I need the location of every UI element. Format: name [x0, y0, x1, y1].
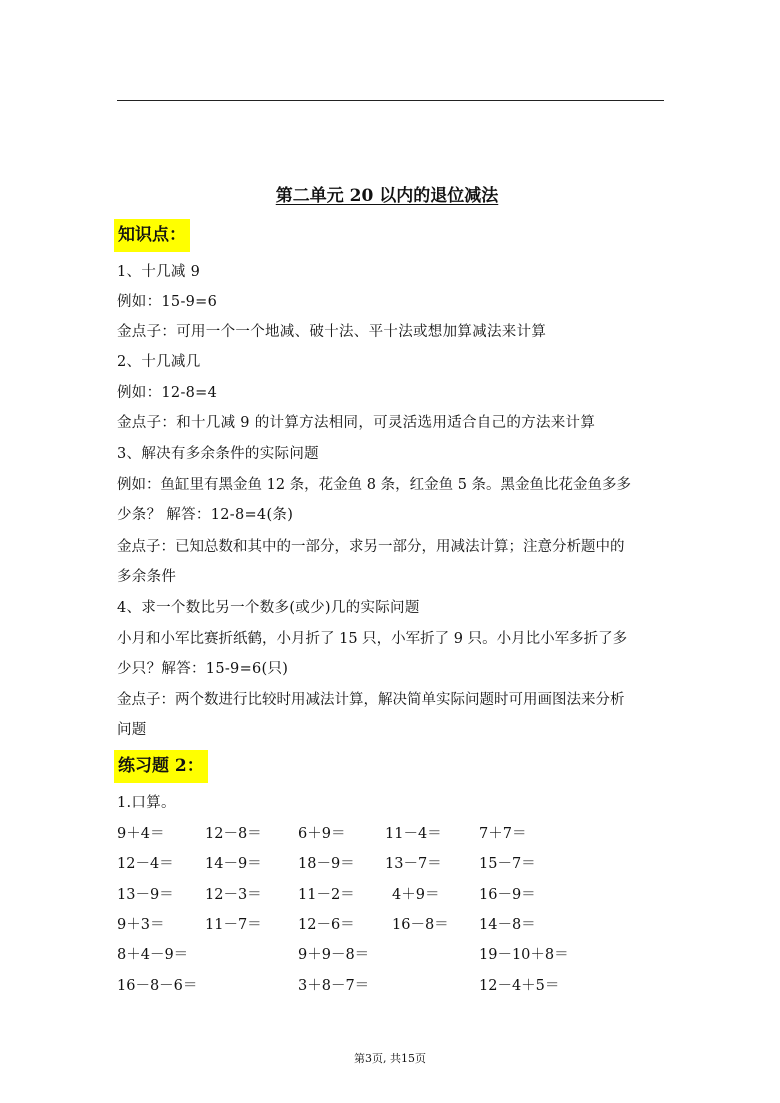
- math-item: 18－9＝: [298, 856, 355, 872]
- knowledge-line: 1、十几减 9: [117, 264, 201, 280]
- question-label: 1.口算。: [117, 795, 176, 811]
- math-item: 12－3＝: [205, 887, 262, 903]
- knowledge-line: 金点子：已知总数和其中的一部分，求另一部分，用减法计算；注意分析题中的: [117, 539, 625, 555]
- math-item: 8＋4－9＝: [117, 947, 189, 963]
- math-item: 13－7＝: [385, 856, 442, 872]
- math-item: 9＋9－8＝: [298, 947, 370, 963]
- math-item: 16－8＝: [392, 917, 449, 933]
- knowledge-line: 少只？解答：15-9=6(只): [117, 661, 289, 677]
- knowledge-line: 问题: [117, 722, 147, 738]
- math-item: 4＋9＝: [392, 887, 440, 903]
- math-item: 9＋3＝: [117, 917, 165, 933]
- knowledge-line: 例如：鱼缸里有黑金鱼 12 条，花金鱼 8 条，红金鱼 5 条。黑金鱼比花金鱼多多: [117, 477, 632, 493]
- math-item: 11－2＝: [298, 887, 355, 903]
- knowledge-line: 2、十几减几: [117, 354, 201, 370]
- page-title: 第二单元 20 以内的退位减法: [275, 186, 499, 206]
- knowledge-line: 3、解决有多余条件的实际问题: [117, 446, 319, 462]
- math-item: 15－7＝: [479, 856, 536, 872]
- math-item: 12－8＝: [205, 826, 262, 842]
- math-item: 11－4＝: [385, 826, 442, 842]
- math-item: 13－9＝: [117, 887, 174, 903]
- knowledge-line: 少条？ 解答：12-8=4(条): [117, 507, 294, 523]
- knowledge-line: 例如：15-9=6: [117, 294, 218, 310]
- knowledge-line: 金点子：两个数进行比较时用减法计算，解决简单实际问题时可用画图法来分析: [117, 692, 625, 708]
- math-item: 16－9＝: [479, 887, 536, 903]
- knowledge-line: 小月和小军比赛折纸鹤，小月折了 15 只，小军折了 9 只。小月比小军多折了多: [117, 631, 628, 647]
- math-item: 12－4＋5＝: [479, 978, 560, 994]
- header-rule: [117, 100, 664, 101]
- math-item: 12－6＝: [298, 917, 355, 933]
- math-item: 14－9＝: [205, 856, 262, 872]
- knowledge-line: 4、求一个数比另一个数多(或少)几的实际问题: [117, 600, 420, 616]
- exercise-heading: 练习题 2：: [114, 750, 208, 783]
- math-item: 7＋7＝: [479, 826, 527, 842]
- math-item: 9＋4＝: [117, 826, 165, 842]
- math-item: 19－10＋8＝: [479, 947, 569, 963]
- knowledge-heading: 知识点：: [114, 219, 190, 252]
- knowledge-line: 金点子：和十几减 9 的计算方法相同，可灵活选用适合自己的方法来计算: [117, 415, 596, 431]
- math-item: 14－8＝: [479, 917, 536, 933]
- math-item: 11－7＝: [205, 917, 262, 933]
- knowledge-line: 例如：12-8=4: [117, 385, 218, 401]
- knowledge-line: 金点子：可用一个一个地减、破十法、平十法或想加算减法来计算: [117, 324, 547, 340]
- page-number: 第3页, 共15页: [354, 1052, 426, 1065]
- math-item: 3＋8－7＝: [298, 978, 370, 994]
- math-item: 6＋9＝: [298, 826, 346, 842]
- math-item: 16－8－6＝: [117, 978, 198, 994]
- math-item: 12－4＝: [117, 856, 174, 872]
- knowledge-line: 多余条件: [117, 569, 177, 585]
